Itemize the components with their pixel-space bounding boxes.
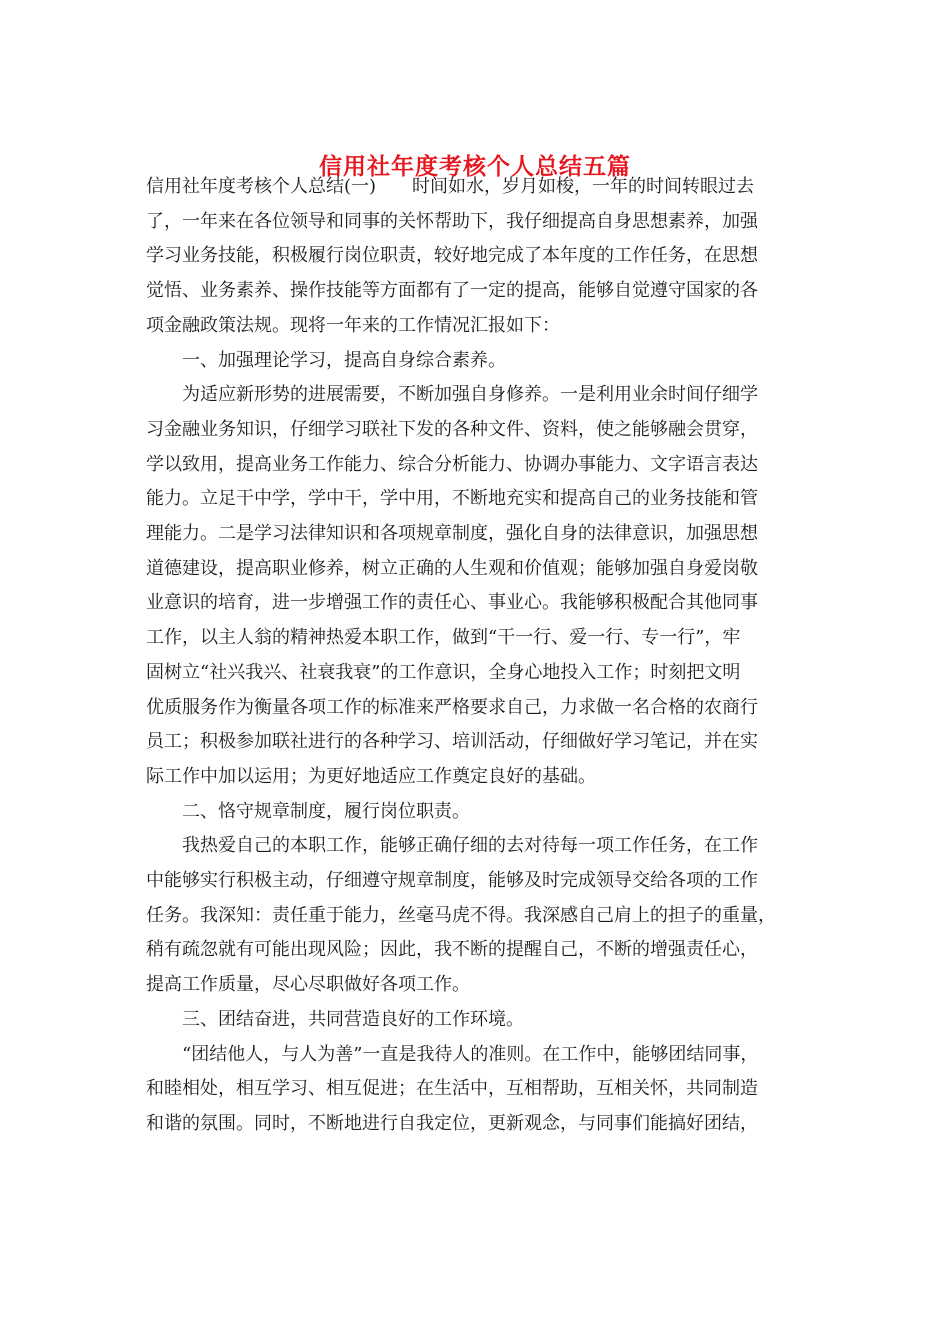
text-line: 固树立“社兴我兴、社衰我衰”的工作意识，全身心地投入工作；时刻把文明	[146, 662, 741, 683]
text-line: 习金融业务知识，仔细学习联社下发的各种文件、资料，使之能够融会贯穿，	[146, 419, 758, 440]
section-heading: 一、加强理论学习，提高自身综合素养。	[146, 350, 506, 371]
text-line: “团结他人，与人为善”一直是我待人的准则。在工作中，能够团结同事，	[146, 1044, 759, 1065]
text-line: 道德建设，提高职业修养，树立正确的人生观和价值观；能够加强自身爱岗敬	[146, 558, 758, 579]
text-line: 学习业务技能，积极履行岗位职责，较好地完成了本年度的工作任务，在思想	[146, 245, 758, 266]
text-line: 了，一年来在各位领导和同事的关怀帮助下，我仔细提高自身思想素养，加强	[146, 211, 758, 232]
text-line: 理能力。二是学习法律知识和各项规章制度，强化自身的法律意识，加强思想	[146, 523, 758, 544]
text-line: 和谐的氛围。同时，不断地进行自我定位，更新观念，与同事们能搞好团结，	[146, 1113, 758, 1134]
text-line: 业意识的培育，进一步增强工作的责任心、事业心。我能够积极配合其他同事	[146, 592, 758, 613]
text-line: 项金融政策法规。现将一年来的工作情况汇报如下：	[146, 315, 560, 336]
text-line: 我热爱自己的本职工作，能够正确仔细的去对待每一项工作任务，在工作	[146, 835, 758, 856]
text-line: 稍有疏忽就有可能出现风险；因此，我不断的提醒自己，不断的增强责任心，	[146, 939, 758, 960]
text-line: 能力。立足干中学，学中干，学中用，不断地充实和提高自己的业务技能和管	[146, 488, 758, 509]
text-line: 优质服务作为衡量各项工作的标准来严格要求自己，力求做一名合格的农商行	[146, 697, 758, 718]
section-heading: 三、团结奋进，共同营造良好的工作环境。	[146, 1009, 524, 1030]
text-line: 中能够实行积极主动，仔细遵守规章制度，能够及时完成领导交给各项的工作	[146, 870, 758, 891]
text-line: 和睦相处，相互学习、相互促进；在生活中，互相帮助，互相关怀，共同制造	[146, 1078, 758, 1099]
document-title: 信用社年度考核个人总结五篇	[319, 153, 631, 180]
text-line: 任务。我深知：责任重于能力，丝毫马虎不得。我深感自己肩上的担子的重量，	[146, 905, 776, 926]
text-line: 提高工作质量，尽心尽职做好各项工作。	[146, 974, 470, 995]
text-line: 际工作中加以运用；为更好地适应工作奠定良好的基础。	[146, 766, 596, 787]
text-line: 员工；积极参加联社进行的各种学习、培训活动，仔细做好学习笔记，并在实	[146, 731, 758, 752]
text-line: 工作，以主人翁的精神热爱本职工作，做到“干一行、爱一行、专一行”，牢	[146, 627, 741, 648]
text-line: 信用社年度考核个人总结(一) 时间如水，岁月如梭，一年的时间转眼过去	[146, 176, 755, 197]
text-line: 学以致用，提高业务工作能力、综合分析能力、协调办事能力、文字语言表达	[146, 454, 758, 475]
text-line: 觉悟、业务素养、操作技能等方面都有了一定的提高，能够自觉遵守国家的各	[146, 280, 758, 301]
text-line: 为适应新形势的进展需要，不断加强自身修养。一是利用业余时间仔细学	[146, 384, 758, 405]
section-heading: 二、恪守规章制度，履行岗位职责。	[146, 801, 470, 822]
